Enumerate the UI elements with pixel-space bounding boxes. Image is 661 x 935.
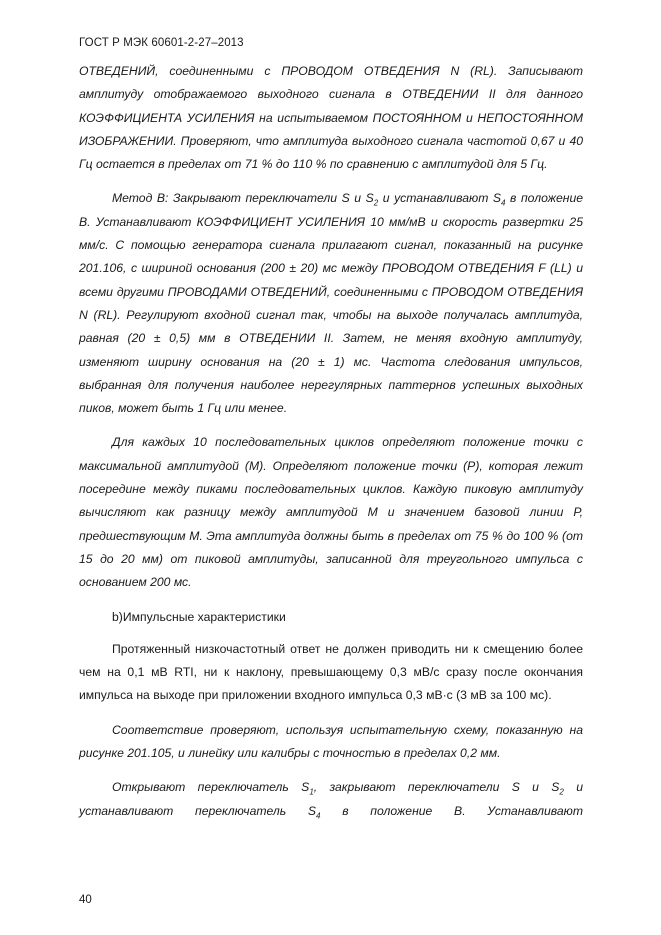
paragraph-compliance-check: Соответствие проверяют, используя испытательную схему, показанную на рисунке 201.105, и линейку или калибры с точностью в пределах 0,2 мм. [79, 722, 583, 761]
page-header-standard: ГОСТ Р МЭК 60601-2-27–2013 [79, 37, 244, 49]
paragraph-low-frequency-response: Протяженный низкочастотный ответ не должен приводить ни к смещению более чем на 0,1 мВ RTI, ни к наклону, превышающему 0,3 мВ/с сразу после окончания импульса на выходе при приложении входного импульса 0,3 мВ·с (3 мВ за 100 мс). [79, 641, 583, 703]
paragraph-lead-results: ОТВЕДЕНИЙ, соединенными с ПРОВОДОМ ОТВЕДЕНИЯ N (RL). Записывают амплитуду отображаемого выходного сигнала в ОТВЕДЕНИИ II для данного КОЭФФИЦИЕНТА УСИЛЕНИЯ на испытываемом ПОСТОЯННОМ и НЕПОСТОЯННОМ ИЗОБРАЖЕНИИ. Проверяют, что амплитуда выходного сигнала частотой 0,67 и 40 Гц остается в пределах от 71 % до 110 % по сравнению с амплитудой для 5 Гц. [79, 64, 583, 172]
subscript: 4 [316, 811, 321, 821]
text-run: Метод В: Закрывают переключатели S и S [112, 191, 374, 206]
section-heading-pulse-response [112, 606, 583, 629]
text-run: в положение В. Устанавливают [320, 803, 583, 818]
subscript: 1 [309, 787, 314, 797]
paragraph-method-b [79, 187, 583, 420]
subscript: 2 [559, 787, 564, 797]
text-run: , закрывают переключатели S и S [313, 780, 560, 795]
body-text [79, 60, 583, 834]
section-title: Импульсные характеристики [122, 609, 286, 624]
subscript: 2 [373, 198, 379, 208]
page-number: 40 [79, 894, 92, 906]
section-label: b) [112, 609, 123, 624]
text-run: Открывают переключатель S [112, 780, 310, 795]
paragraph-cycles: Для каждых 10 последовательных циклов определяют положение точки с максимальной амплитудой (М). Определяют положение точки (Р), которая лежит посередине между пиками последовательных циклов. Каждую пиковую амплитуду вычисляют как разницу между амплитудой М и значением базовой линии Р, предшествующим М. Эта амплитуда должны быть в пределах от 75 % до 100 % (от 15 до 20 мм) от пиковой амплитуды, записанной для треугольного импульса с основанием 200 мс. [79, 435, 583, 590]
subscript: 4 [501, 198, 506, 208]
paragraph-open-switch [79, 776, 583, 823]
text-run: и устанавливают переключатель S [79, 780, 583, 818]
text-run: и устанавливают S [378, 191, 502, 206]
text-run: в положение В. Устанавливают КОЭФФИЦИЕНТ УСИЛЕНИЯ 10 мм/мВ и скорость развертки 25 мм/с. С помощью генератора сигнала прилагают сигнал, показанный на рисунке 201.106, с шириной основания (200 ± 20) мс между ПРОВОДОМ ОТВЕДЕНИЯ F (LL) и всеми другими ПРОВОДАМИ ОТВЕДЕНИЙ, соединенными с ПРОВОДОМ ОТВЕДЕНИЯ N (RL). Регулируют входной сигнал так, чтобы на выходе получалась амплитуда, равная (20 ± 0,5) мм в ОТВЕДЕНИИ II. Затем, не меняя входную амплитуду, изменяют ширину основания на (20 ± 1) мс. Частота следования импульсов, выбранная для получения наиболее нерегулярных паттернов успешных выходных пиков, может быть 1 Гц или менее. [79, 191, 584, 416]
